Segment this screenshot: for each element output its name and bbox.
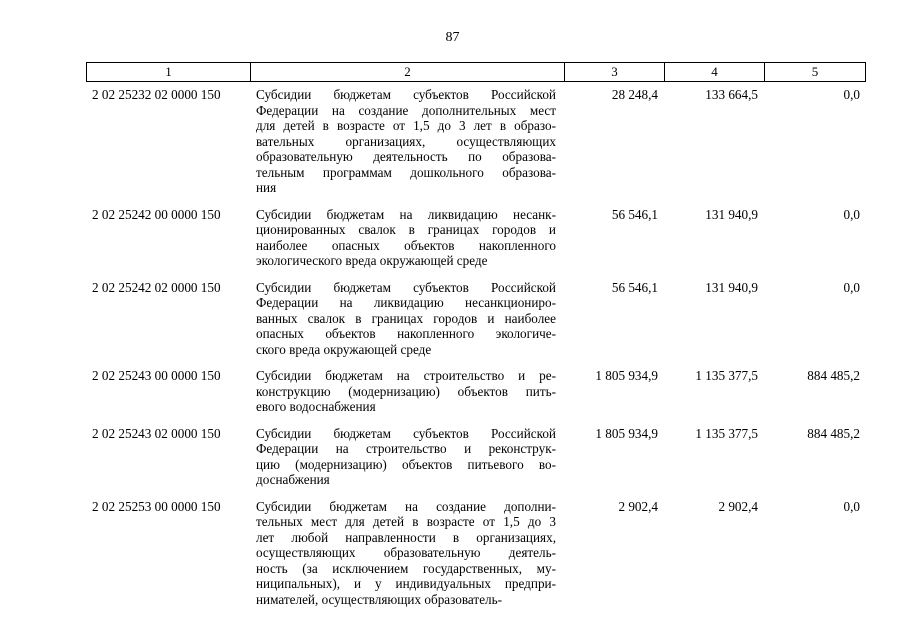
description-line: евого водоснабжения — [256, 399, 376, 414]
header-cell-4: 4 — [664, 63, 764, 81]
page-number: 87 — [445, 30, 460, 45]
description-line: Федерации на ликвидацию несанкциониро- — [256, 295, 556, 310]
description-cell — [250, 207, 564, 269]
amount-col3-cell: 56 546,1 — [611, 206, 658, 222]
description-line: тельных мест для детей в возрасте от 1,5 до 3 — [256, 514, 556, 529]
description-line: ниципальных), и у индивидуальных предпри- — [256, 576, 556, 591]
description-line: Федерации на строительство и реконструк- — [256, 441, 556, 456]
description-line: конструкцию (модернизацию) объектов пить- — [256, 383, 556, 399]
table-row — [86, 421, 866, 494]
budget-code-cell: 2 02 25253 00 0000 150 — [92, 498, 221, 514]
table-row — [86, 82, 866, 202]
description-line: наиболее опасных объектов накопленного — [256, 237, 556, 253]
description-line: ского вреда окружающей среде — [256, 341, 432, 357]
amount-col4-cell: 1 135 377,5 — [695, 368, 758, 383]
budget-code-cell: 2 02 25232 02 0000 150 — [92, 87, 221, 102]
amount-col4-cell: 133 664,5 — [705, 87, 758, 102]
amount-col5-cell: 0,0 — [843, 498, 860, 514]
budget-code-cell: 2 02 25243 00 0000 150 — [92, 368, 221, 383]
table-row — [86, 275, 866, 364]
description-cell — [250, 426, 564, 488]
description-line: нимателей, осуществляющих образователь- — [256, 591, 503, 607]
table-header-row — [86, 62, 866, 82]
description-line: Субсидии бюджетам субъектов Российской — [256, 87, 556, 102]
amount-col5-cell: 884 485,2 — [807, 368, 860, 383]
description-line: Федерации на создание дополнительных мест — [256, 102, 556, 118]
budget-table — [86, 62, 866, 613]
description-line: Субсидии бюджетам на создание дополни- — [256, 498, 556, 514]
description-line: образовательную деятельность по образова- — [256, 149, 556, 164]
description-cell — [250, 368, 564, 415]
amount-col5-cell: 0,0 — [843, 87, 860, 102]
amount-col3-cell: 28 248,4 — [611, 87, 658, 102]
table-row — [86, 494, 866, 614]
header-cell-2: 2 — [250, 63, 564, 81]
description-line: цию (модернизацию) объектов питьевого во- — [256, 456, 556, 472]
description-line: Субсидии бюджетам субъектов Российской — [256, 425, 556, 441]
amount-col4-cell: 2 902,4 — [718, 498, 758, 514]
description-line: лет любой направленности в организациях, — [256, 529, 556, 545]
amount-col5-cell: 0,0 — [843, 279, 860, 295]
table-row — [86, 202, 866, 275]
description-line: Субсидии бюджетам субъектов Российской — [256, 279, 556, 295]
description-line: опасных объектов накопленного экологиче- — [256, 326, 556, 341]
amount-col4-cell: 131 940,9 — [705, 279, 758, 295]
description-line: для детей в возрасте от 1,5 до 3 лет в образо- — [256, 118, 556, 133]
description-line: осуществляющих образовательную деятель- — [256, 545, 556, 560]
amount-col3-cell: 1 805 934,9 — [595, 425, 658, 441]
budget-code-cell: 2 02 25243 02 0000 150 — [92, 425, 221, 441]
amount-col3-cell: 56 546,1 — [611, 279, 658, 295]
description-line: экологического вреда окружающей среде — [256, 253, 488, 268]
description-cell — [250, 499, 564, 608]
header-cell-1: 1 — [86, 63, 250, 81]
description-line: ния — [256, 180, 277, 195]
table-row — [86, 363, 866, 421]
description-line: ванных свалок в границах городов и наиболее — [256, 310, 556, 326]
amount-col4-cell: 1 135 377,5 — [695, 425, 758, 441]
description-cell — [250, 280, 564, 358]
budget-code-cell: 2 02 25242 02 0000 150 — [92, 279, 221, 295]
budget-code-cell: 2 02 25242 00 0000 150 — [92, 206, 221, 222]
amount-col5-cell: 0,0 — [843, 206, 860, 222]
amount-col3-cell: 2 902,4 — [618, 498, 658, 514]
header-cell-5: 5 — [764, 63, 866, 81]
description-line: тельным программам дошкольного образова- — [256, 164, 556, 180]
description-line: Субсидии бюджетам на ликвидацию несанк- — [256, 206, 556, 222]
description-cell — [250, 87, 564, 196]
amount-col3-cell: 1 805 934,9 — [595, 368, 658, 383]
amount-col4-cell: 131 940,9 — [705, 206, 758, 222]
description-line: Субсидии бюджетам на строительство и ре- — [256, 368, 556, 383]
header-cell-3: 3 — [564, 63, 664, 81]
description-line: доснабжения — [256, 472, 330, 487]
description-line: ность (за исключением государственных, му- — [256, 560, 556, 576]
table-body — [86, 82, 866, 613]
description-line: ционированных свалок в границах городов и — [256, 222, 556, 237]
description-line: вательных организациях, осуществляющих — [256, 133, 556, 149]
amount-col5-cell: 884 485,2 — [807, 425, 860, 441]
